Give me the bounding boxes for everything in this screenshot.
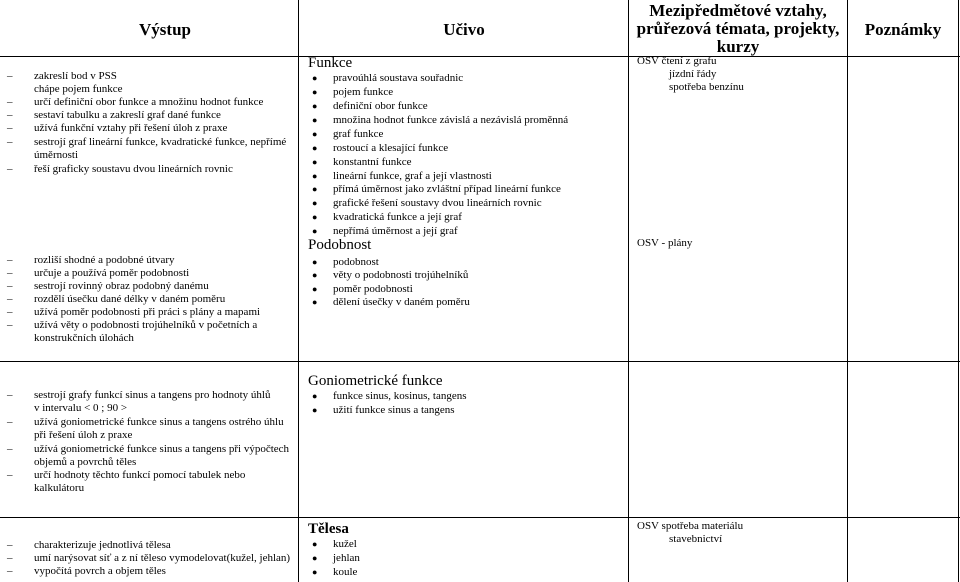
list-item: chápe pojem funkce (34, 83, 123, 95)
list-item: v intervalu < 0 ; 90 > (34, 402, 128, 414)
list-item: – užívá poměr podobnosti při práci s plány a mapami (7, 306, 261, 318)
list-item: ● poměr podobnosti (312, 283, 413, 295)
list-item: objemů a povrchů těles (34, 456, 137, 468)
list-item: ● věty o podobnosti trojúhelníků (312, 269, 469, 281)
list-item: konstrukčních úlohách (34, 332, 134, 344)
list-item: – vypočítá povrch a objem těles (7, 565, 166, 577)
list-item: – užívá goniometrické funkce sinus a tangens při výpočtech (7, 443, 290, 455)
table-border-right (958, 0, 959, 582)
list-item: – charakterizuje jednotlivá tělesa (7, 539, 171, 551)
list-item: – řeší graficky soustavu dvou lineárních rovnic (7, 163, 233, 175)
header-poznamky: Poznámky (864, 20, 942, 39)
list-item: při řešení úloh z praxe (34, 429, 133, 441)
list-item: ● kvadratická funkce a její graf (312, 211, 462, 223)
list-item: – umí narýsovat síť a z ní těleso vymodelovat(kužel, jehlan) (7, 552, 291, 564)
column-divider (847, 0, 848, 582)
list-item: ● definiční obor funkce (312, 100, 428, 112)
list-item: ● koule (312, 566, 358, 578)
list-item: ● kužel (312, 538, 357, 550)
osv-plany: OSV - plány (637, 237, 693, 249)
list-item: – zakreslí bod v PSS (7, 70, 117, 82)
list-item: úměrnosti (34, 149, 78, 161)
header-vystup: Výstup (139, 20, 191, 39)
list-item: ● dělení úsečky v daném poměru (312, 296, 470, 308)
section-title-goniometricke-funkce: Goniometrické funkce (308, 373, 443, 389)
list-item: – sestrojí grafy funkcí sinus a tangens pro hodnoty úhlů (7, 389, 271, 401)
list-item: – určí definiční obor funkce a množinu hodnot funkce (7, 96, 264, 108)
list-item: – určí hodnoty těchto funkcí pomocí tabulek nebo (7, 469, 246, 481)
section-title-funkce: Funkce (308, 55, 353, 71)
osv-spotreba-benzinu: spotřeba benzínu (669, 81, 744, 93)
osv-spotreba-materialu: OSV spotřeba materiálu (637, 520, 744, 532)
list-item: ● jehlan (312, 552, 360, 564)
osv-stavebnictvi: stavebnictví (669, 533, 723, 545)
header-mezipredmetove-line3: kurzy (716, 37, 760, 56)
list-item: ● graf funkce (312, 128, 384, 140)
list-item: – určuje a používá poměr podobnosti (7, 267, 190, 279)
list-item: – užívá věty o podobnosti trojúhelníků v početních a (7, 319, 258, 331)
list-item: ● užití funkce sinus a tangens (312, 404, 455, 416)
section-title-telesa: Tělesa (308, 521, 349, 537)
row-divider (0, 517, 960, 518)
list-item: – rozdělí úsečku dané délky v daném poměru (7, 293, 226, 305)
row-divider (0, 361, 960, 362)
list-item: ● nepřímá úměrnost a její graf (312, 225, 458, 237)
list-item: ● grafické řešení soustavy dvou lineárních rovnic (312, 197, 542, 209)
column-divider (628, 0, 629, 582)
list-item: ● množina hodnot funkce závislá a nezávislá proměnná (312, 114, 569, 126)
list-item: – sestrojí rovinný obraz podobný danému (7, 280, 209, 292)
list-item: – užívá funkční vztahy při řešení úloh z praxe (7, 122, 228, 134)
list-item: ● rostoucí a klesající funkce (312, 142, 449, 154)
list-item: kalkulátoru (34, 482, 85, 494)
list-item: – užívá goniometrické funkce sinus a tangens ostrého úhlu (7, 416, 284, 428)
list-item: – sestrojí graf lineární funkce, kvadratické funkce, nepřímé (7, 136, 287, 148)
list-item: ● pravoúhlá soustava souřadnic (312, 72, 464, 84)
list-item: – sestaví tabulku a zakreslí graf dané funkce (7, 109, 221, 121)
section-title-podobnost: Podobnost (308, 237, 372, 253)
list-item: ● lineární funkce, graf a její vlastnosti (312, 170, 492, 182)
osv-jizdni-rady: jízdní řády (669, 68, 717, 80)
list-item: ● konstantní funkce (312, 156, 412, 168)
header-ucivo: Učivo (443, 20, 485, 39)
header-mezipredmetove-line2: průřezová témata, projekty, (636, 19, 840, 38)
list-item: ● pojem funkce (312, 86, 394, 98)
list-item: – rozliší shodné a podobné útvary (7, 254, 175, 266)
list-item: ● přímá úměrnost jako zvláštní případ lineární funkce (312, 183, 561, 195)
list-item: ● podobnost (312, 256, 379, 268)
header-mezipredmetove-line1: Mezipředmětové vztahy, (649, 1, 827, 20)
column-divider (298, 0, 299, 582)
list-item: ● funkce sinus, kosinus, tangens (312, 390, 467, 402)
osv-cteni-z-grafu: OSV čtení z grafu (637, 55, 717, 67)
